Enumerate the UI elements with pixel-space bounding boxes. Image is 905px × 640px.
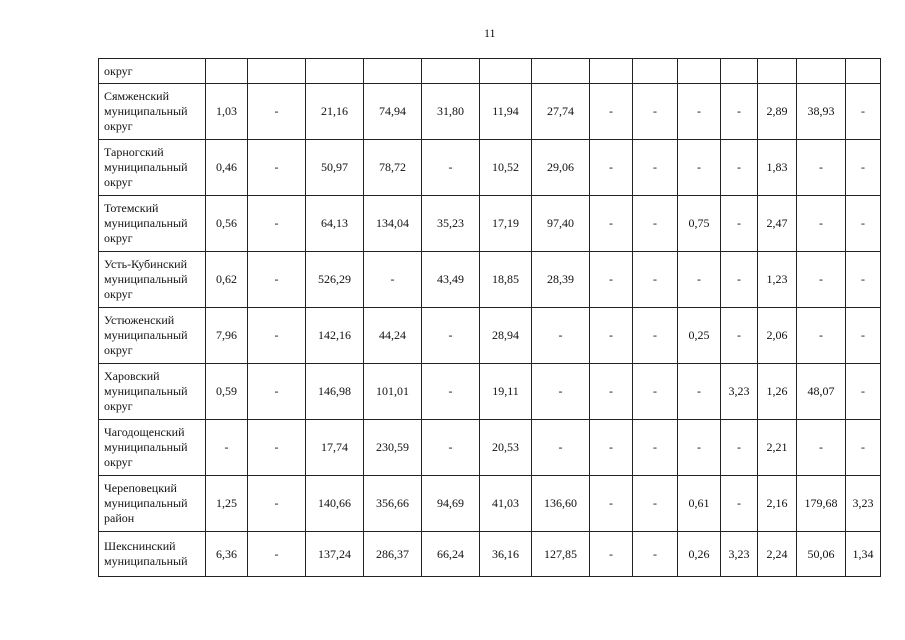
value-cell: - [721,140,758,196]
district-name-line: округ [104,119,133,133]
value-cell: 17,19 [480,196,532,252]
district-name-line: Сямженский [104,89,169,103]
value-cell: - [633,364,678,420]
table-row [99,420,881,476]
value-cell: - [721,476,758,532]
value-cell: - [532,420,590,476]
value-cell: - [590,532,633,577]
district-name-cell [99,84,206,140]
value-cell [721,59,758,84]
value-cell: - [422,420,480,476]
district-name-line: Тотемский [104,201,159,215]
table-row [99,140,881,196]
district-name-line: округ [104,287,133,301]
value-cell: - [248,196,306,252]
value-cell: - [633,196,678,252]
table-row [99,196,881,252]
value-cell: 142,16 [306,308,364,364]
value-cell: 0,46 [206,140,248,196]
value-cell: - [633,84,678,140]
value-cell: 78,72 [364,140,422,196]
value-cell: - [797,308,846,364]
value-cell: - [846,140,881,196]
value-cell: - [590,364,633,420]
value-cell: - [846,84,881,140]
value-cell: - [590,420,633,476]
value-cell: - [532,308,590,364]
district-name-line: Харовский [104,369,160,383]
value-cell: 286,37 [364,532,422,577]
district-name-line: муниципальный [104,496,188,510]
value-cell: 35,23 [422,196,480,252]
value-cell: 134,04 [364,196,422,252]
value-cell: 1,25 [206,476,248,532]
value-cell: - [678,420,721,476]
value-cell [422,59,480,84]
value-cell: - [633,532,678,577]
value-cell: - [248,420,306,476]
value-cell [248,59,306,84]
value-cell: - [678,140,721,196]
value-cell: 11,94 [480,84,532,140]
value-cell: 27,74 [532,84,590,140]
district-name-cell [99,364,206,420]
value-cell: - [248,140,306,196]
value-cell: 18,85 [480,252,532,308]
value-cell: 6,36 [206,532,248,577]
value-cell: 2,24 [758,532,797,577]
value-cell: - [364,252,422,308]
value-cell: - [590,252,633,308]
district-name-line: Устюженский [104,313,175,327]
value-cell: 50,06 [797,532,846,577]
value-cell: 127,85 [532,532,590,577]
value-cell: - [797,140,846,196]
value-cell: 44,24 [364,308,422,364]
value-cell: - [797,252,846,308]
value-cell: 0,26 [678,532,721,577]
value-cell [633,59,678,84]
value-cell: 1,26 [758,364,797,420]
value-cell: 28,94 [480,308,532,364]
district-name-cell [99,420,206,476]
district-name-line: муниципальный [104,216,188,230]
district-name-line: муниципальный [104,104,188,118]
value-cell: - [248,532,306,577]
value-cell: 1,03 [206,84,248,140]
value-cell: 31,80 [422,84,480,140]
value-cell: - [590,84,633,140]
value-cell: - [633,252,678,308]
value-cell: 21,16 [306,84,364,140]
district-name-cell [99,532,206,577]
value-cell: 0,59 [206,364,248,420]
value-cell: 3,23 [721,364,758,420]
value-cell: 1,23 [758,252,797,308]
value-cell: - [721,84,758,140]
district-name-line: Усть-Кубинский [104,257,187,271]
value-cell: 1,34 [846,532,881,577]
value-cell: 0,25 [678,308,721,364]
value-cell [364,59,422,84]
value-cell: 146,98 [306,364,364,420]
district-name-line: муниципальный [104,160,188,174]
value-cell: 29,06 [532,140,590,196]
value-cell: 1,83 [758,140,797,196]
value-cell [758,59,797,84]
value-cell: - [532,364,590,420]
district-name-line: Череповецкий [104,481,177,495]
data-table [98,58,881,577]
value-cell: - [248,364,306,420]
district-name-cell [99,252,206,308]
district-name-line: муниципальный [104,384,188,398]
value-cell: 230,59 [364,420,422,476]
value-cell: - [797,420,846,476]
value-cell: 38,93 [797,84,846,140]
value-cell: - [721,252,758,308]
value-cell: 0,61 [678,476,721,532]
value-cell: - [678,84,721,140]
value-cell: 2,47 [758,196,797,252]
table-row [99,364,881,420]
table-row [99,84,881,140]
district-name-cell [99,196,206,252]
table-row [99,476,881,532]
district-name-line: округ [104,343,133,357]
district-name-line: округ [104,231,133,245]
value-cell: - [633,476,678,532]
value-cell: 48,07 [797,364,846,420]
table-row [99,532,881,577]
value-cell: - [590,140,633,196]
value-cell: - [721,308,758,364]
district-name-line: Тарногский [104,145,164,159]
value-cell [797,59,846,84]
value-cell: 356,66 [364,476,422,532]
value-cell [206,59,248,84]
value-cell: - [846,196,881,252]
value-cell: - [206,420,248,476]
district-name-line: Шекснинский [104,539,176,553]
value-cell: - [248,476,306,532]
value-cell: 41,03 [480,476,532,532]
value-cell: - [248,84,306,140]
value-cell: 64,13 [306,196,364,252]
value-cell: - [590,308,633,364]
value-cell: 19,11 [480,364,532,420]
value-cell: 0,56 [206,196,248,252]
district-name-line: округ [104,175,133,189]
value-cell: 74,94 [364,84,422,140]
value-cell [590,59,633,84]
value-cell: 17,74 [306,420,364,476]
value-cell: 3,23 [846,476,881,532]
value-cell: 2,16 [758,476,797,532]
district-name-cell [99,308,206,364]
value-cell: - [678,364,721,420]
district-name-line: Чагодощенский [104,425,185,439]
value-cell: 101,01 [364,364,422,420]
district-name-line: округ [104,399,133,413]
value-cell: 526,29 [306,252,364,308]
value-cell: - [633,140,678,196]
value-cell: 94,69 [422,476,480,532]
district-name-line: округ [104,63,133,78]
value-cell: 43,49 [422,252,480,308]
value-cell: 10,52 [480,140,532,196]
value-cell: - [422,364,480,420]
value-cell: - [590,196,633,252]
value-cell [846,59,881,84]
value-cell [678,59,721,84]
table-row [99,59,881,84]
table-body [99,59,881,577]
district-name-line: муниципальный [104,440,188,454]
value-cell: - [797,196,846,252]
value-cell: 50,97 [306,140,364,196]
value-cell: - [248,252,306,308]
value-cell: 136,60 [532,476,590,532]
district-name-line: округ [104,455,133,469]
value-cell: - [248,308,306,364]
value-cell: 140,66 [306,476,364,532]
value-cell: - [422,140,480,196]
district-name-cell [99,476,206,532]
value-cell [480,59,532,84]
value-cell: 179,68 [797,476,846,532]
value-cell: - [590,476,633,532]
district-name-line: район [104,511,135,525]
value-cell: - [678,252,721,308]
value-cell: 7,96 [206,308,248,364]
district-name-cell [99,140,206,196]
value-cell: 0,75 [678,196,721,252]
value-cell: 97,40 [532,196,590,252]
value-cell: - [633,420,678,476]
table-row [99,308,881,364]
district-name-line: муниципальный [104,554,188,568]
value-cell: - [846,308,881,364]
value-cell: 2,21 [758,420,797,476]
value-cell: - [721,196,758,252]
district-name-cell [99,59,206,84]
district-name-line: муниципальный [104,328,188,342]
value-cell: 20,53 [480,420,532,476]
value-cell [532,59,590,84]
page-number: 11 [484,26,496,40]
value-cell: - [633,308,678,364]
value-cell [306,59,364,84]
value-cell: - [721,420,758,476]
value-cell: 2,89 [758,84,797,140]
table-row [99,252,881,308]
value-cell: - [846,420,881,476]
value-cell: - [422,308,480,364]
value-cell: 137,24 [306,532,364,577]
value-cell: 3,23 [721,532,758,577]
value-cell: 36,16 [480,532,532,577]
value-cell: 0,62 [206,252,248,308]
value-cell: 28,39 [532,252,590,308]
district-name-line: муниципальный [104,272,188,286]
value-cell: 66,24 [422,532,480,577]
value-cell: - [846,252,881,308]
value-cell: - [846,364,881,420]
value-cell: 2,06 [758,308,797,364]
